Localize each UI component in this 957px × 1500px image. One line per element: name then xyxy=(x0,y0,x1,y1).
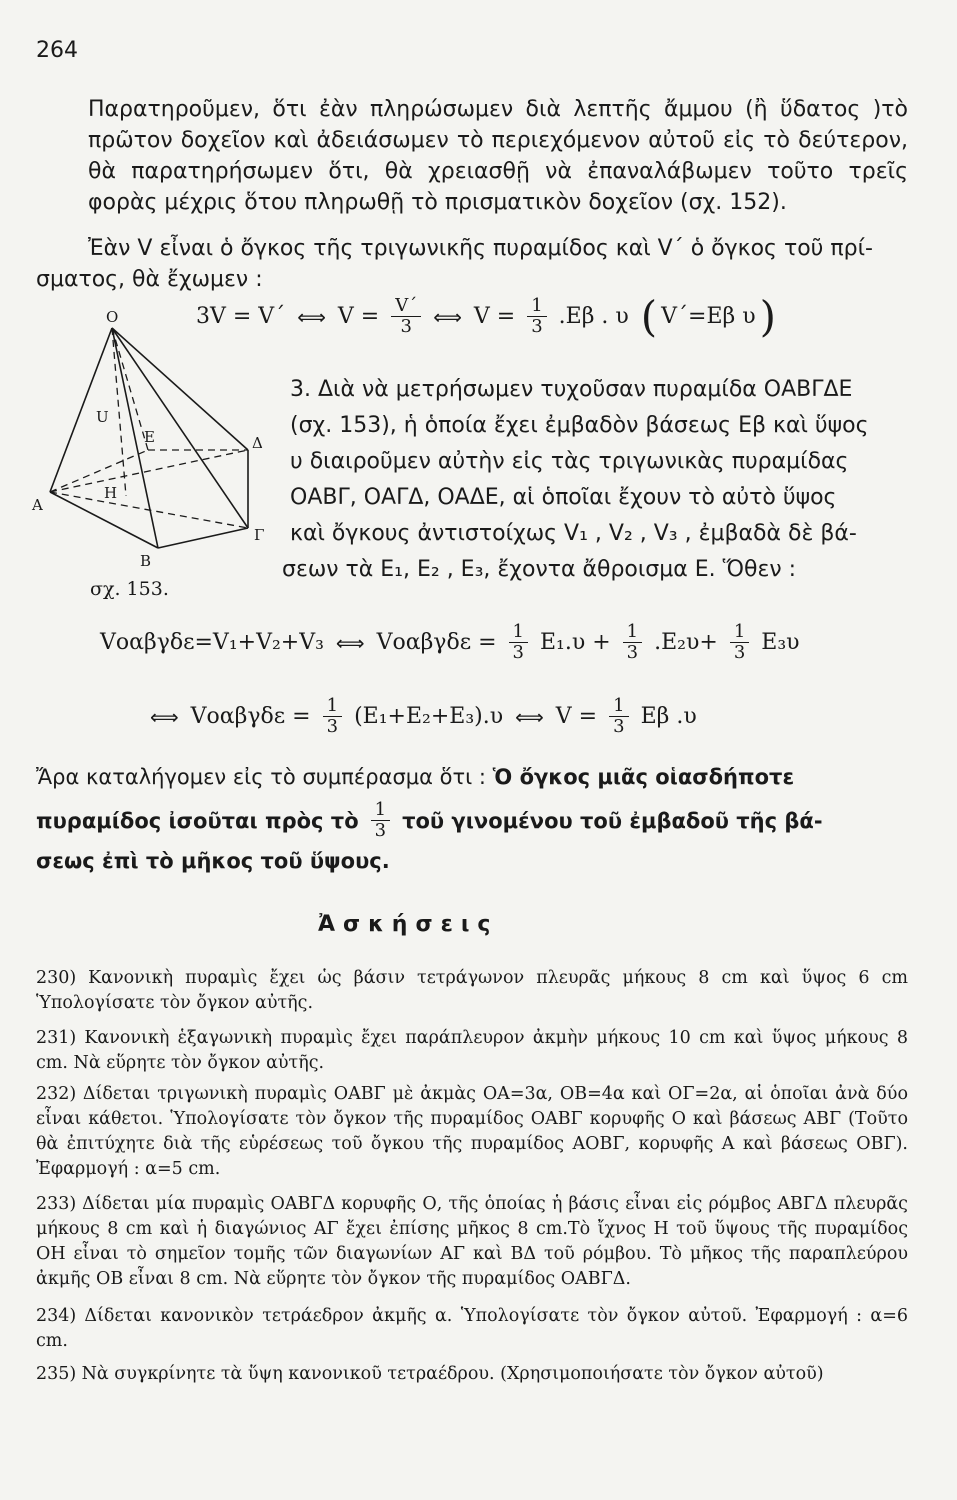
formula-vname: Vοαβγδε = xyxy=(376,630,497,655)
label-H: H xyxy=(104,484,118,502)
fraction-denominator: 3 xyxy=(512,642,524,663)
edge-AE-hidden xyxy=(50,450,148,492)
exercise-number: 231) xyxy=(36,1028,77,1048)
label-E: E xyxy=(144,428,155,446)
pyramid-figure xyxy=(30,310,280,620)
section-3-line: 3. Διὰ νὰ μετρήσωμεν τυχοῦσαν πυραμίδα ΟΑΒΓΔΕ xyxy=(290,377,853,402)
exercise-item xyxy=(36,966,908,1016)
section-3-line: σεων τὰ E₁, E₂ , E₃, ἔχοντα ἄθροισμα E. Ὅθεν : xyxy=(282,557,797,582)
figure-caption: σχ. 153. xyxy=(90,578,169,600)
fraction-one-third xyxy=(730,622,749,663)
fraction-denominator: 3 xyxy=(531,316,543,337)
fraction-denominator: 3 xyxy=(374,820,387,841)
label-U: U xyxy=(96,408,109,426)
fraction-one-third xyxy=(509,622,528,663)
formula-mid: (E₁+E₂+E₃).υ xyxy=(354,704,504,729)
close-paren: ) xyxy=(759,291,777,341)
fraction-one-third xyxy=(371,800,390,841)
fraction-one-third xyxy=(609,696,628,737)
exercises-heading: Ἀσκήσεις xyxy=(318,912,499,937)
conclusion-line-2 xyxy=(36,800,823,841)
equivalence-arrow: ⟺ xyxy=(335,630,365,655)
formula-paren-content: V΄=Eβ υ xyxy=(661,304,756,329)
label-A: A xyxy=(32,496,43,514)
fraction-denominator: 3 xyxy=(326,716,339,737)
fraction-v-prime-over-3 xyxy=(391,296,421,337)
conclusion-theorem: πυραμίδος ἰσοῦται πρὸς τὸ xyxy=(36,808,359,833)
equivalence-arrow: ⟺ xyxy=(433,304,462,329)
intro-paragraph-2-line-1: Ἐὰν V εἶναι ὁ ὄγκος τῆς τριγωνικῆς πυραμίδος καὶ V΄ ὁ ὄγκος τοῦ πρί- xyxy=(88,236,873,261)
open-paren: ( xyxy=(640,291,658,341)
fraction-one-third xyxy=(623,622,642,663)
conclusion-theorem: τοῦ γινομένου τοῦ ἐμβαδοῦ τῆς βά- xyxy=(402,808,823,833)
fraction-numerator: 1 xyxy=(371,800,390,821)
label-G: Γ xyxy=(254,526,265,544)
conclusion-theorem: Ὁ ὄγκος μιᾶς οἱασδήποτε xyxy=(492,765,795,789)
intro-paragraph: Παρατηροῦμεν, ὅτι ἐὰν πληρώσωμεν διὰ λεπτῆς ἄμμου (ἢ ὕδατος )τὸ πρῶτον δοχεῖον καὶ ἀδειάσωμεν τὸ περιεχόμενον αὐτοῦ εἰς τὸ δεύτερον, θὰ παρατηρήσωμεν ὅτι, θὰ χρειασθῇ νὰ ἐπαναλάβωμεν τοῦτο τρεῖς φορὰς μέχρις ὅτου πληρωθῇ τὸ πρισματικὸν δοχεῖον (σχ. 152). xyxy=(88,97,908,215)
fraction-denominator: 3 xyxy=(733,642,746,663)
fraction-numerator: 1 xyxy=(623,622,642,643)
exercise-text: Κανονικὴ πυραμὶς ἔχει ὡς βάσιν τετράγωνον πλευρᾶς μήκους 8 cm καὶ ὕψος 6 cm Ὑπολογίσατε τὸν ὄγκον αὐτῆς. xyxy=(36,968,908,1013)
conclusion-text: Ἄρα καταλήγομεν εἰς τὸ συμπέρασμα ὅτι : xyxy=(36,765,493,789)
formula-tail: .Eβ . υ xyxy=(558,304,629,329)
formula-tail: Eβ .υ xyxy=(640,704,697,729)
fraction-denominator: 3 xyxy=(400,316,412,337)
formula-v-equals: V = xyxy=(473,304,516,329)
exercise-number: 232) xyxy=(36,1084,77,1104)
term-2: .E₂υ+ xyxy=(654,630,718,655)
formula-vname: Vοαβγδε = xyxy=(190,704,311,729)
label-B: B xyxy=(140,552,152,570)
edge-ODelta xyxy=(112,328,248,450)
equivalence-arrow: ⟺ xyxy=(515,704,544,729)
conclusion-line-1 xyxy=(36,762,794,793)
exercise-text: Δίδεται μία πυραμὶς ΟΑΒΓΔ κορυφῆς Ο, τῆς ὁποίας ἡ βάσις εἶναι εἰς ρόμβος ΑΒΓΔ πλευρᾶς μήκους 8 cm καὶ ἡ διαγώνιος ΑΓ ἔχει ἐπίσης μῆκος 8 cm.Τὸ ἴχνος Η τοῦ ὕψους τῆς πυραμίδος ΟΗ εἶναι τὸ σημεῖον τομῆς τῶν διαγωνίων ΑΓ καὶ ΒΔ τοῦ ρόμβου. Τὸ μῆκος τῆς παραπλεύρου ἀκμῆς ΟΒ εἶναι 8 cm. Νὰ εὕρητε τὸν ὄγκον τῆς πυραμίδος ΟΑΒΓΔ. xyxy=(36,1194,908,1289)
term-3: E₃υ xyxy=(761,630,800,655)
exercise-item xyxy=(36,1362,908,1387)
fraction-one-third xyxy=(527,296,546,337)
exercise-text: Δίδεται τριγωνικὴ πυραμὶς ΟΑΒΓ μὲ ἀκμὰς ΟΑ=3α, ΟΒ=4α καὶ ΟΓ=2α, αἱ ὁποῖαι ἀνὰ δύο εἶναι κάθετοι. Ὑπολογίσατε τὸν ὄγκον τῆς πυραμίδος ΟΑΒΓ κορυφῆς Ο καὶ βάσεως ΑΒΓ (Τοῦτο θὰ ἐπιτύχητε διὰ τῆς εὑρέσεως τοῦ ὄγκου τῆς πυραμίδος ΑΟΒΓ, κορυφῆς Α καὶ βάσεως ΟΒΓ). Ἐφαρμογή : α=5 cm. xyxy=(36,1084,908,1179)
fraction-numerator: 1 xyxy=(730,622,749,643)
exercise-text: Δίδεται κανονικὸν τετράεδρον ἀκμῆς α. Ὑπολογίσατε τὸν ὄγκον αὐτοῦ. Ἐφαρμογή : α=6 cm. xyxy=(36,1306,908,1351)
exercise-item xyxy=(36,1304,908,1354)
formula-volume-result xyxy=(150,696,697,737)
fraction-numerator: 1 xyxy=(527,296,546,317)
fraction-numerator: V΄ xyxy=(391,296,421,317)
equivalence-arrow: ⟺ xyxy=(150,704,179,729)
section-3-line: ΟΑΒΓ, ΟΑΓΔ, ΟΑΔΕ, αἱ ὁποῖαι ἔχουν τὸ αὐτὸ ὕψος xyxy=(290,485,837,510)
section-3-line: καὶ ὄγκους ἀντιστοίχως V₁ , V₂ , V₃ , ἐμβαδὰ δὲ βά- xyxy=(290,521,857,546)
exercise-number: 235) xyxy=(36,1364,77,1384)
fraction-denominator: 3 xyxy=(626,642,639,663)
equivalence-arrow: ⟺ xyxy=(297,304,326,329)
page-number: 264 xyxy=(36,38,78,63)
fraction-one-third xyxy=(323,696,342,737)
exercise-text: Κανονικὴ ἑξαγωνικὴ πυραμὶς ἔχει παράπλευρον ἀκμὴν μήκους 10 cm καὶ ὕψος μήκους 8 cm. Νὰ εὕρητε τὸν ὄγκον αὐτῆς. xyxy=(36,1028,908,1073)
term-1: E₁.υ + xyxy=(539,630,611,655)
exercise-item xyxy=(36,1026,908,1076)
exercise-number: 233) xyxy=(36,1194,77,1214)
label-O: O xyxy=(106,310,119,326)
edge-BG xyxy=(158,528,248,548)
conclusion-line-3: σεως ἐπὶ τὸ μῆκος τοῦ ὕψους. xyxy=(36,849,390,873)
formula-v-equals: V = xyxy=(337,304,380,329)
exercise-text: Νὰ συγκρίνητε τὰ ὕψη κανονικοῦ τετραέδρου. (Χρησιμοποιήσατε τὸν ὄγκον αὐτοῦ) xyxy=(81,1364,824,1384)
fraction-numerator: 1 xyxy=(323,696,342,717)
label-Delta: Δ xyxy=(252,434,263,452)
section-3-line: υ διαιροῦμεν αὐτὴν εἰς τὰς τριγωνικὰς πυραμίδας xyxy=(290,449,849,474)
formula-v-equals: V = xyxy=(555,704,598,729)
exercise-item xyxy=(36,1192,908,1292)
formula-lhs: 3V = V΄ xyxy=(196,304,286,329)
diagonal-AG-hidden xyxy=(50,492,248,528)
exercise-number: 230) xyxy=(36,968,77,988)
intro-paragraph-2-line-2: σματος, θὰ ἔχωμεν : xyxy=(36,267,263,292)
formula-volume-triangular xyxy=(196,291,777,341)
formula-volume-sum xyxy=(100,622,800,663)
fraction-numerator: 1 xyxy=(509,622,528,643)
fraction-denominator: 3 xyxy=(613,716,625,737)
formula-lhs: Vοαβγδε=V₁+V₂+V₃ xyxy=(100,630,324,655)
section-3-line: (σχ. 153), ἡ ὁποία ἔχει ἐμβαδὸν βάσεως Eβ καὶ ὕψος xyxy=(290,413,869,438)
exercise-number: 234) xyxy=(36,1306,77,1326)
exercise-item xyxy=(36,1082,908,1182)
fraction-numerator: 1 xyxy=(609,696,628,717)
